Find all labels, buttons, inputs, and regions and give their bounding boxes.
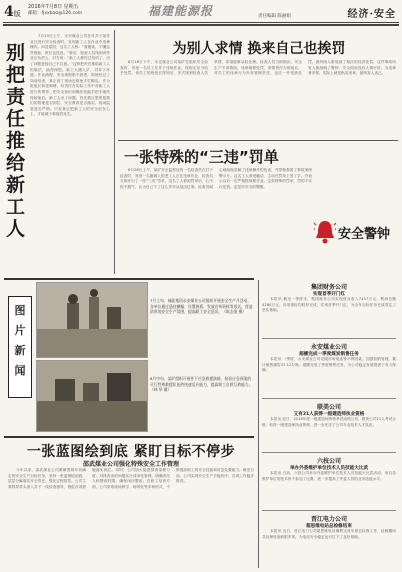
- brief-4: [262, 456, 396, 511]
- brief-5-subtitle: 超思维电站总检修结束: [306, 524, 352, 529]
- middle-article-title: 一张特殊的“三违”罚单: [124, 148, 279, 166]
- header-rule-thick: [3, 24, 399, 26]
- left-article-body: 7月19日上午，永安煤业公司在对井下某作业区进行安全检查时，发现新工人在作业中违章操作。问及原因，这名工人称：“我刚来，不懂这些规矩，班长也没说。”事后，检查人员找到该作业区负责人，对方说：“新工人都经过培训了，出了问题是他自己不注意。”这种把责任推给新工人的做法，值得深思。新工人刚入矿，对井下环境、作业流程、安全规程都不熟悉，即使经过了岗前培训，真正到了现场也难免手忙脚乱。作为班组长和老师傅，有责任在实际工作中对新工人进行传帮带，把安全知识和操作技能手把手地传授给他们。新工人出了问题，首先要反思的是我们的管理是否到位、安全教育是否落实、现场监管是否严格。只有真正把新工人的安全放在心上，才能减少事故的发生。: [30, 34, 110, 117]
- issue-date: 2016年7月8日 星期五: [28, 4, 79, 10]
- brief-2-subtitle: 超额完成一季度煤炭销售任务: [299, 352, 359, 357]
- bottom-article-body: 今年以来，邵武煤业公司紧紧围绕年初确定的安全生产目标任务，坚持一张蓝图绘到底，层层分解落实安全责任，强化过程管控。公司主要领导带头深入井下一线检查指导，督促各项措施落实到位。同时，公司加大隐患排查治理力度，对排查出的问题实行清单化管理，明确责任人和整改时限，确保闭环整改。在职工培训方面，公司采取现场教学、师带徒等多种形式，不断提高职工的安全技能和应急处置能力。截至目前，公司实现安全生产平稳有序，各项工作稳步推进。: [8, 468, 254, 489]
- newspaper-masthead: 福建能源报: [148, 4, 214, 18]
- brief-1-subtitle: 实现首季开门红: [312, 292, 346, 297]
- responsible-editor: 责任编辑 陈丽娟: [258, 14, 291, 19]
- photo-caption-2: 6月中旬，某矿组织开展井下应急救援演练，检验应急预案的可行性和救援队伍的快速反应能力，提高职工自救互救能力。（林 华 摄）: [150, 376, 253, 393]
- editor-email: 邮箱：fjxxbao@126.com: [28, 11, 83, 16]
- section-divider: [118, 140, 398, 141]
- brief-3-subtitle: 又有21人获得一级建造师执业资格: [293, 412, 365, 417]
- section-divider-3: [4, 436, 254, 438]
- safety-alarm-badge: [314, 219, 394, 247]
- brief-5-title: 晋江电力公司: [310, 516, 347, 523]
- top-article-body: 6月18日下午，永定煤业公司某矿在组织安全检查时，发现一名员工在井下违规作业，按规定应当给予处罚。该员工的班组长得知后，多次找到检查人员求情，希望能够从轻处理。检查人员当即指出，安全生产不讲情面，违章就要受罚，求情者作为班组长，对员工的违章行为负有管理责任，也应一并受到处罚。最终两人都受到了相应的经济处罚。这件事给所有人都敲响了警钟：安全面前没有人情可讲，为违章者求情，实际上就是纵容违章，最终害人害己。: [120, 60, 396, 76]
- brief-4-subtitle: 举办外委维护单位技术人员技能大比武: [289, 466, 369, 471]
- top-article-title: 为别人求情 换来自己也挨罚: [172, 41, 346, 57]
- brief-4-body: 本报讯 日前，六枝公司举办外委维护单位技术人员技能大比武活动，来自各维护单位的技术骨干参加了比赛，进一步提高了外委人员的业务技能水平。: [262, 471, 396, 481]
- safety-badge-label: 安全警钟: [338, 227, 391, 242]
- brief-4-title: 六枝公司: [316, 458, 341, 465]
- vertical-headline: 别把责任推给新工人: [6, 42, 26, 240]
- brief-divider: [262, 338, 396, 339]
- news-photo-1: [36, 282, 148, 358]
- news-photo-2: [36, 360, 148, 432]
- brief-2: [262, 342, 396, 397]
- brief-3: [262, 402, 396, 451]
- brief-3-body: 本报讯 近日，2016年度一级建造师资格考试成绩公布，联美公司21人考试合格，取得一级建造师执业资格，进一步充实了公司专业技术人才队伍。: [262, 417, 396, 427]
- brief-1-body: 本报讯 截至一季度末，集团财务公司实现营业收入7457万元，利润总额4280万元，各项指标均较好完成，实现首季开门红，为全年目标任务完成奠定了坚实基础。: [262, 297, 396, 313]
- brief-3-title: 联美公司: [316, 404, 341, 411]
- alarm-bell-icon: [314, 219, 336, 245]
- photo-caption-1: 7月上旬，福能集团永安煤业公司组织开展安全生产月活动，各单位通过悬挂横幅、设置展板、发放宣传资料等形式，营造浓厚的安全生产氛围，提高职工安全意识。（陈志强 摄）: [150, 298, 253, 315]
- brief-2-title: 永安煤业公司: [310, 344, 347, 351]
- brief-1-title: 集团财务公司: [310, 284, 347, 291]
- bottom-article-subtitle: 邵武煤业公司强化特殊安全工作管理: [82, 461, 179, 468]
- page-number: 4版: [4, 4, 21, 20]
- brief-1: [262, 282, 396, 337]
- brief-5: [262, 514, 396, 569]
- picture-news-label: 图片新闻: [8, 296, 32, 398]
- section-title: 经济·安全: [347, 9, 396, 20]
- brief-2-body: 本报讯 一季度，永安煤业公司克服市场低迷等不利因素，加强营销管理，累计销售煤炭37.12万吨，超额完成了季度销售任务，为公司稳定发展提供了有力保障。: [262, 357, 396, 373]
- right-column-divider: [258, 280, 259, 568]
- brief-divider: [262, 398, 396, 399]
- brief-5-body: 本报讯 近日，晋江电力公司超思维电站顺利完成年度总检修工作，检修期间共处理设备缺陷多项，为电站安全稳定运行打下了良好基础。: [262, 529, 396, 539]
- brief-divider: [262, 510, 396, 511]
- bottom-article-title: 一张蓝图绘到底 紧盯目标不停步: [26, 444, 236, 460]
- section-divider-2: [4, 278, 254, 280]
- middle-article-body: 6月28日上午，某矿安全监察处的一名检查员在井下检查时，发现一名刚调入的老工人正在违章作业，检查员当即开出了一张“三违”罚单。这名工人看到罚单后，心中很不服气，认为自己干了这么多年从没出过事。检查员耐心地给他讲解了违章操作的危害，并带他观看了事故案例警示片。这名工人深受触动，主动在罚单上签了字，并表示以后一定严格按规程作业。这张特殊的罚单，罚的不仅仅是钱，更是对安全的警醒。: [120, 168, 312, 189]
- brief-divider: [262, 452, 396, 453]
- column-divider: [114, 30, 115, 274]
- header-rule: [3, 22, 399, 23]
